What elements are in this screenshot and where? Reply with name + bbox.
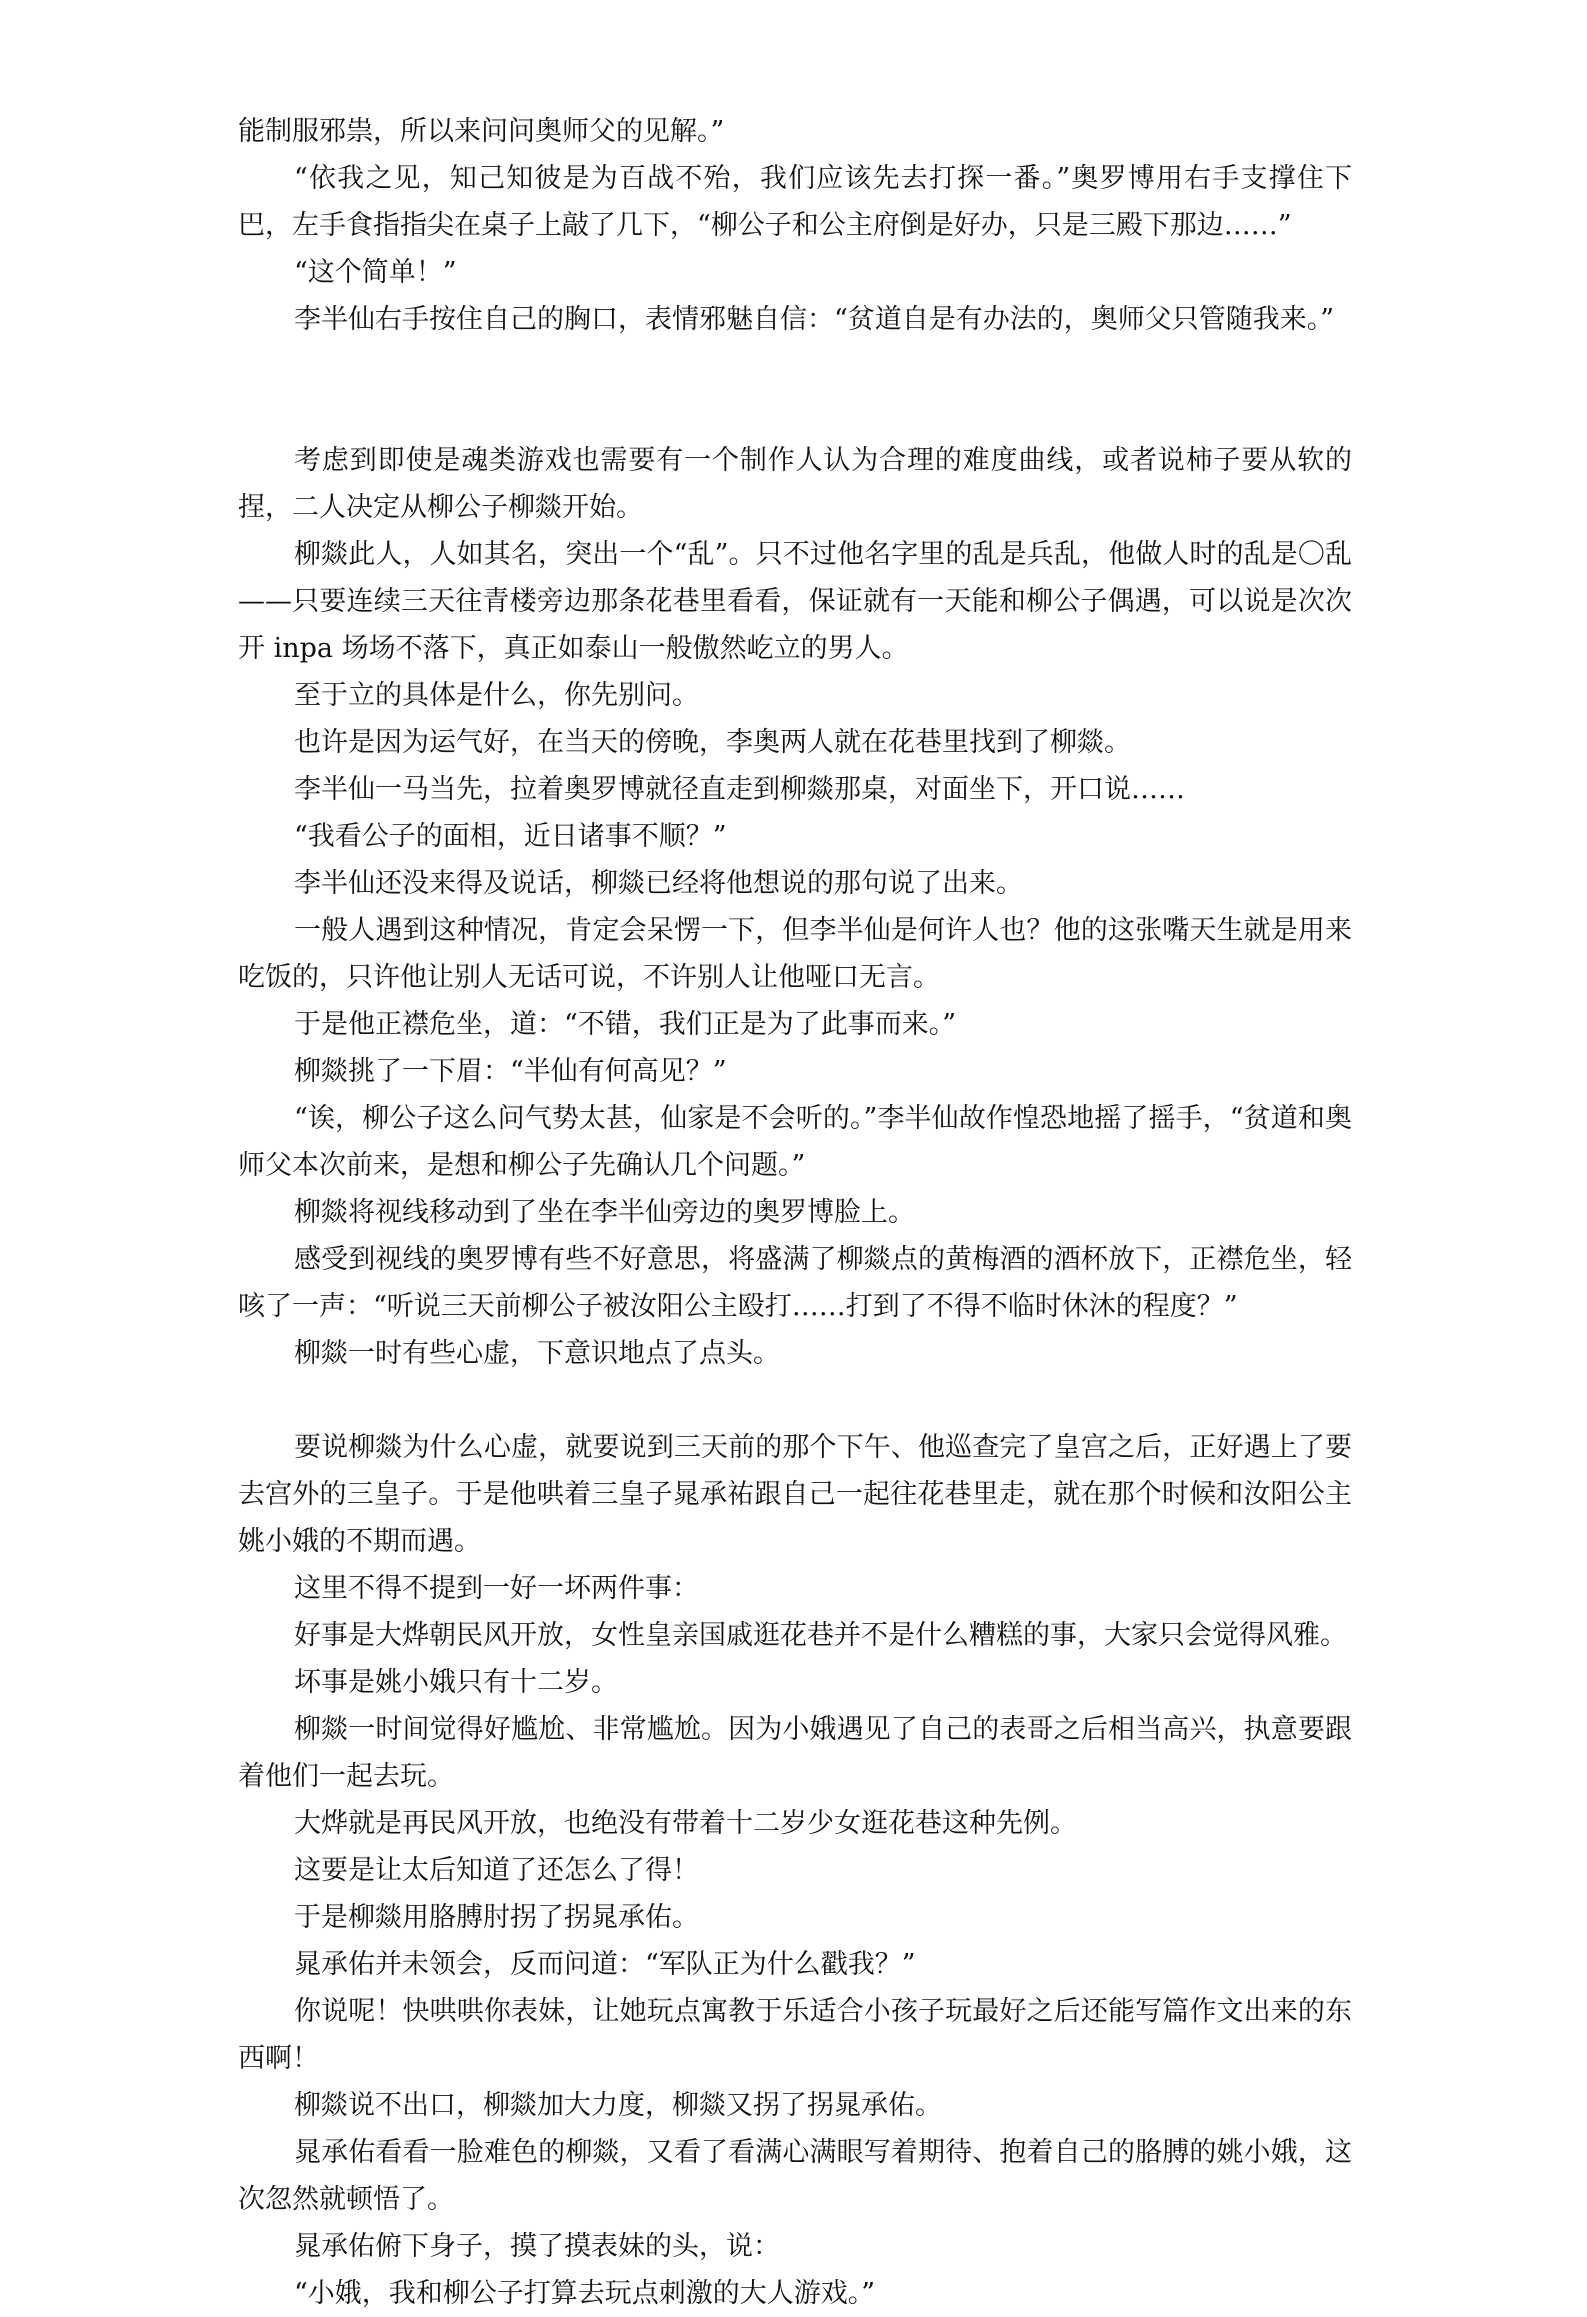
body-text (238, 108, 1352, 2317)
paragraph: 于是柳燚用胳膊肘拐了拐晁承佑。 (294, 1902, 699, 1933)
paragraph: 晁承佑看看一脸难色的柳燚，又看了看满心满眼写着期待、抱着自己的胳膊的姚小娥，这次忽然就顿悟了。 (238, 2137, 1352, 2215)
paragraph: 考虑到即使是魂类游戏也需要有一个制作人认为合理的难度曲线，或者说柿子要从软的捏，二人决定从柳公子柳燚开始。 (238, 445, 1352, 523)
paragraph: 感受到视线的奥罗博有些不好意思，将盛满了柳燚点的黄梅酒的酒杯放下，正襟危坐，轻咳了一声：“听说三天前柳公子被汝阳公主殴打……打到了不得不临时休沐的程度？” (238, 1244, 1352, 1322)
paragraph: “依我之见，知己知彼是为百战不殆，我们应该先去打探一番。”奥罗博用右手支撑住下巴，左手食指指尖在桌子上敲了几下，“柳公子和公主府倒是好办，只是三殿下那边……” (238, 163, 1352, 241)
paragraph: “我看公子的面相，近日诸事不顺？” (294, 821, 727, 852)
paragraph: 大烨就是再民风开放，也绝没有带着十二岁少女逛花巷这种先例。 (294, 1808, 1077, 1839)
paragraph: 柳燚说不出口，柳燚加大力度，柳燚又拐了拐晁承佑。 (294, 2090, 942, 2121)
paragraph: 你说呢！快哄哄你表妹，让她玩点寓教于乐适合小孩子玩最好之后还能写篇作文出来的东西啊！ (238, 1996, 1352, 2074)
paragraph: 一般人遇到这种情况，肯定会呆愣一下，但李半仙是何许人也？他的这张嘴天生就是用来吃饭的，只许他让别人无话可说，不许别人让他哑口无言。 (238, 915, 1352, 993)
paragraph: 坏事是姚小娥只有十二岁。 (294, 1667, 618, 1698)
paragraph: 柳燚此人，人如其名，突出一个“乱”。只不过他名字里的乱是兵乱，他做人时的乱是〇乱——只要连续三天往青楼旁边那条花巷里看看，保证就有一天能和柳公子偶遇，可以说是次次开 inpa 场场不落下，真正如泰山一般傲然屹立的男人。 (238, 539, 1352, 664)
paragraph: 柳燚将视线移动到了坐在李半仙旁边的奥罗博脸上。 (294, 1197, 915, 1228)
paragraph: 要说柳燚为什么心虚，就要说到三天前的那个下午、他巡查完了皇宫之后，正好遇上了要去宫外的三皇子。于是他哄着三皇子晁承祐跟自己一起往花巷里走，就在那个时候和汝阳公主姚小娥的不期而遇。 (238, 1432, 1352, 1557)
paragraph: 也许是因为运气好，在当天的傍晚，李奥两人就在花巷里找到了柳燚。 (294, 727, 1131, 758)
paragraph: 柳燚一时间觉得好尴尬、非常尴尬。因为小娥遇见了自己的表哥之后相当高兴，执意要跟着他们一起去玩。 (238, 1714, 1352, 1792)
paragraph: 晁承佑俯下身子，摸了摸表妹的头，说： (294, 2231, 780, 2262)
paragraph: 能制服邪祟，所以来问问奥师父的见解。” (238, 116, 725, 147)
section-break (238, 1377, 1352, 1424)
paragraph: 晁承佑并未领会，反而问道：“军队正为什么戳我？” (294, 1949, 916, 1980)
paragraph: “诶，柳公子这么问气势太甚，仙家是不会听的。”李半仙故作惶恐地摇了摇手，“贫道和奥师父本次前来，是想和柳公子先确认几个问题。” (238, 1103, 1352, 1181)
paragraph: 好事是大烨朝民风开放，女性皇亲国戚逛花巷并不是什么糟糕的事，大家只会觉得风雅。 (294, 1620, 1347, 1651)
paragraph: 于是他正襟危坐，道：“不错，我们正是为了此事而来。” (294, 1009, 957, 1040)
paragraph: “这个简单！” (294, 257, 457, 288)
paragraph: “小娥，我和柳公子打算去玩点刺激的大人游戏。” (294, 2278, 876, 2309)
paragraph: 这要是让太后知道了还怎么了得！ (294, 1855, 699, 1886)
paragraph: 至于立的具体是什么，你先别问。 (294, 680, 699, 711)
paragraph: 李半仙右手按住自己的胸口，表情邪魅自信：“贫道自是有办法的，奥师父只管随我来。” (294, 304, 1335, 335)
paragraph: 李半仙一马当先，拉着奥罗博就径直走到柳燚那桌，对面坐下，开口说…… (294, 774, 1185, 805)
section-break (238, 343, 1352, 437)
paragraph: 柳燚挑了一下眉：“半仙有何高见？” (294, 1056, 727, 1087)
paragraph: 柳燚一时有些心虚，下意识地点了点头。 (294, 1338, 780, 1369)
paragraph: 李半仙还没来得及说话，柳燚已经将他想说的那句说了出来。 (294, 868, 1023, 899)
paragraph: 这里不得不提到一好一坏两件事： (294, 1573, 699, 1604)
